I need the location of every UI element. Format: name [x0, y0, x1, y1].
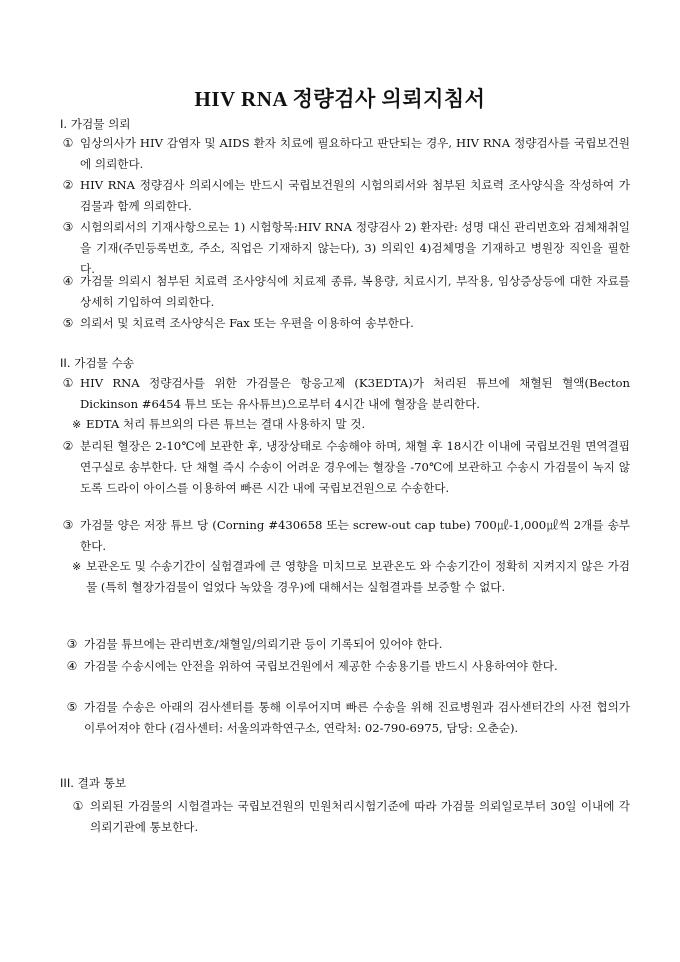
item-number: ⑤: [66, 700, 78, 714]
item-number: ②: [62, 178, 74, 192]
item-number: ③: [62, 220, 74, 234]
note-item: [72, 414, 630, 435]
section-heading-result: III. 결과 통보: [60, 776, 127, 790]
item-number: ③: [62, 518, 74, 532]
list-item: [62, 436, 630, 499]
item-text: 가검물 의뢰시 첨부된 치료력 조사양식에 치료제 종류, 복용량, 치료시기, 부작용, 임상증상등에 대한 자료를 상세히 기입하여 의뢰한다.: [80, 274, 630, 309]
note-text: EDTA 처리 튜브외의 다른 튜브는 결대 사용하지 말 것.: [86, 417, 366, 431]
item-text: 임상의사가 HIV 감염자 및 AIDS 환자 치료에 필요하다고 판단되는 경우, HIV RNA 정량검사를 국립보건원에 의뢰한다.: [80, 136, 630, 171]
item-number: ③: [66, 637, 78, 651]
item-number: ①: [62, 376, 74, 390]
list-item: [66, 634, 630, 655]
item-number: ①: [72, 799, 84, 813]
list-item: [62, 175, 630, 217]
list-item: [62, 313, 630, 334]
item-text: 가검물 수송은 아래의 검사센터를 통해 이루어지며 빠른 수송을 위해 진료병원과 검사센터간의 사전 협의가 이루어져야 한다 (검사센터: 서울의과학연구소, 연락처: 02-790-6975, 담당: 오춘순).: [84, 700, 630, 735]
note-item: [72, 556, 630, 598]
item-text: 시험의뢰서의 기재사항으로는 1) 시험항목:HIV RNA 정량검사 2) 환자란: 성명 대신 관리번호와 검체채취일을 기재(주민등록번호, 주소, 직업은 기재하지 않는다), 3) 의뢰인 4)검체명을 기재하고 병원장 직인을 필한다.: [80, 220, 630, 276]
item-number: ④: [66, 659, 78, 673]
list-item: [66, 656, 630, 677]
item-number: ④: [62, 274, 74, 288]
list-item: [62, 133, 630, 175]
list-item: [62, 515, 630, 557]
item-text: 분리된 혈장은 2-10℃에 보관한 후, 냉장상태로 수송해야 하며, 채혈 후 18시간 이내에 국립보건원 면역결핍연구실로 송부한다. 단 채혈 즉시 수송이 어려운 경우에는 혈장을 -70℃에 보관하고 수송시 가검물이 녹지 않도록 드라이 아이스를 이용하여 빠른 시간 내에 국립보건원으로 수송한다.: [80, 439, 630, 495]
list-item: [62, 271, 630, 313]
section-heading-receipt: I. 가검물 의뢰: [60, 117, 131, 131]
item-number: ②: [62, 439, 74, 453]
item-text: HIV RNA 정량검사 의뢰시에는 반드시 국립보건원의 시험의뢰서와 첨부된 치료력 조사양식을 작성하여 가검물과 함께 의뢰한다.: [80, 178, 630, 213]
reference-mark: ※: [72, 418, 82, 431]
list-item: [62, 373, 630, 415]
item-text: HIV RNA 정량검사를 위한 가검물은 항응고제 (K3EDTA)가 처리된 튜브에 채혈된 혈액(Becton Dickinson #6454 튜브 또는 유사튜브)으로부터 4시간 내에 혈장을 분리한다.: [80, 376, 630, 411]
item-text: 가검물 수송시에는 안전을 위하여 국립보건원에서 제공한 수송용기를 반드시 사용하여야 한다.: [84, 659, 558, 673]
list-item: [72, 796, 630, 838]
item-number: ①: [62, 136, 74, 150]
document-title: HIV RNA 정량검사 의뢰지침서: [194, 87, 486, 111]
item-text: 가검물 튜브에는 관리번호/채혈일/의뢰기관 등이 기록되어 있어야 한다.: [84, 637, 443, 651]
note-text: 보관온도 및 수송기간이 실험결과에 큰 영향을 미치므로 보관온도 와 수송기간이 정확히 지켜지지 않은 가검물 (특히 혈장가검물이 얼었다 녹았을 경우)에 대해서는 실험결과를 보증할 수 없다.: [86, 559, 630, 594]
item-text: 의뢰된 가검물의 시험결과는 국립보건원의 민원처리시험기준에 따라 가검물 의뢰일로부터 30일 이내에 각 의뢰기관에 통보한다.: [90, 799, 630, 834]
section-heading-transport: II. 가검물 수송: [60, 356, 134, 370]
list-item: [66, 697, 630, 739]
item-text: 가검물 양은 저장 튜브 당 (Corning #430658 또는 screw-out cap tube) 700㎕-1,000㎕씩 2개를 송부한다.: [80, 518, 630, 553]
item-number: ⑤: [62, 316, 74, 330]
item-text: 의뢰서 및 치료력 조사양식은 Fax 또는 우편을 이용하여 송부한다.: [80, 316, 414, 330]
reference-mark: ※: [72, 560, 82, 573]
